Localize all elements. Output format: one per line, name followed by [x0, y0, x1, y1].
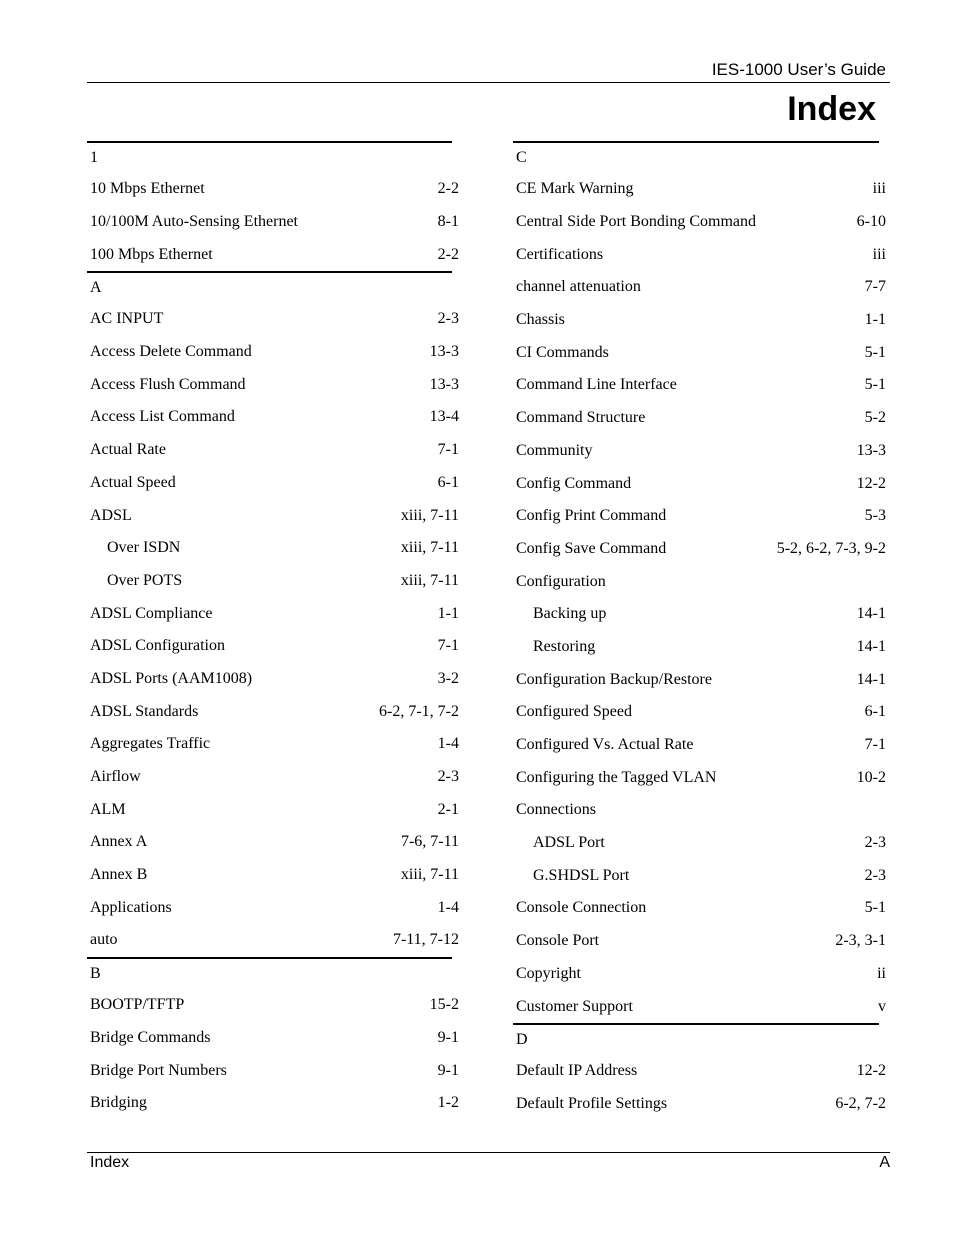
index-entry — [513, 369, 886, 402]
index-entry — [87, 1054, 459, 1087]
index-entry — [87, 434, 459, 467]
index-entry — [87, 303, 459, 336]
entry-pages: xiii, 7-11 — [400, 571, 459, 589]
entry-term: Chassis — [516, 311, 565, 329]
entry-pages: 12-2 — [856, 1062, 886, 1080]
entry-pages: 2-3 — [864, 834, 886, 852]
entry-term: Command Line Interface — [516, 376, 677, 394]
section-letter: B — [90, 964, 101, 982]
entry-term: Aggregates Traffic — [90, 735, 211, 753]
entry-pages: 13-3 — [429, 343, 459, 361]
index-entry — [513, 304, 886, 337]
index-column-left — [87, 141, 459, 1120]
entry-term: Configuration — [516, 572, 606, 590]
entry-pages: 14-1 — [856, 605, 886, 623]
entry-pages: 14-1 — [856, 637, 886, 655]
guide-title: IES-1000 User’s Guide — [711, 60, 886, 79]
entry-term: Config Print Command — [516, 507, 667, 525]
entry-term: Airflow — [90, 768, 141, 786]
entry-pages: 13-3 — [429, 375, 459, 393]
entry-pages: xiii, 7-11 — [400, 866, 459, 884]
entry-term: Access Delete Command — [90, 343, 252, 361]
entry-pages: 5-3 — [864, 507, 886, 525]
entry-term: Default Profile Settings — [516, 1094, 668, 1112]
entry-pages: 8-1 — [437, 213, 459, 231]
index-entry — [513, 925, 886, 958]
entry-term: Default IP Address — [516, 1062, 638, 1080]
entry-term: G.SHDSL Port — [533, 866, 630, 884]
entry-pages: 9-1 — [437, 1028, 459, 1046]
entry-pages: 5-1 — [864, 343, 886, 361]
entry-term: CI Commands — [516, 343, 609, 361]
entry-pages: 7-11, 7-12 — [392, 931, 459, 949]
index-entry — [87, 663, 459, 696]
entry-term: ALM — [90, 800, 126, 818]
entry-term: Over ISDN — [107, 539, 181, 557]
entry-term: Configuration Backup/Restore — [516, 670, 712, 688]
index-entry — [87, 336, 459, 369]
index-entry — [87, 597, 459, 630]
entry-term: Config Command — [516, 474, 632, 492]
footer-rule — [87, 1152, 890, 1153]
entry-term: 10 Mbps Ethernet — [90, 180, 205, 198]
index-subentry — [87, 532, 459, 565]
page-title: Index — [787, 90, 876, 128]
index-entry — [87, 826, 459, 859]
index-entry — [87, 1022, 459, 1055]
entry-term: Customer Support — [516, 997, 633, 1015]
index-entry — [87, 499, 459, 532]
index-section — [87, 271, 459, 957]
entry-pages: 7-1 — [864, 736, 886, 754]
entry-pages: v — [878, 997, 886, 1015]
entry-pages: 2-3 — [864, 866, 886, 884]
index-entry — [87, 1087, 459, 1120]
entry-pages: 2-3 — [437, 768, 459, 786]
index-entry — [513, 336, 886, 369]
index-subentry — [513, 827, 886, 860]
entry-term: BOOTP/TFTP — [90, 996, 185, 1014]
entry-term: Connections — [516, 801, 596, 819]
entry-pages: 7-7 — [864, 278, 886, 296]
entry-term: auto — [90, 931, 118, 949]
entry-term: ADSL Port — [533, 834, 605, 852]
entry-pages: ii — [877, 964, 886, 982]
index-subentry — [513, 631, 886, 664]
entry-pages: 14-1 — [856, 670, 886, 688]
entry-pages: 2-2 — [437, 180, 459, 198]
entry-term: Bridge Commands — [90, 1028, 211, 1046]
index-entry — [513, 729, 886, 762]
entry-pages: 6-1 — [437, 473, 459, 491]
entry-pages: 1-4 — [437, 898, 459, 916]
entry-term: ADSL Configuration — [90, 637, 225, 655]
entry-pages: 1-4 — [437, 735, 459, 753]
entry-term: Console Connection — [516, 899, 647, 917]
index-entry — [513, 794, 886, 827]
section-letter: C — [516, 149, 527, 166]
index-entry — [513, 565, 886, 598]
index-column-right — [513, 141, 886, 1120]
index-section — [513, 1023, 886, 1120]
entry-term: ADSL Ports (AAM1008) — [90, 669, 253, 687]
section-letter: A — [90, 279, 102, 297]
entry-pages: 6-10 — [856, 213, 886, 231]
entry-term: Backing up — [533, 605, 607, 623]
entry-pages: 15-2 — [429, 996, 459, 1014]
index-entry — [513, 990, 886, 1023]
entry-term: Over POTS — [107, 571, 183, 589]
index-section — [87, 141, 459, 271]
entry-term: 10/100M Auto-Sensing Ethernet — [90, 213, 298, 231]
entry-term: Configured Vs. Actual Rate — [516, 736, 694, 754]
entry-pages: 1-1 — [864, 311, 886, 329]
index-subentry — [513, 859, 886, 892]
entry-term: Bridging — [90, 1094, 147, 1112]
index-entry — [513, 696, 886, 729]
index-entry — [87, 630, 459, 663]
entry-term: channel attenuation — [516, 278, 641, 296]
index-subentry — [87, 565, 459, 598]
index-entry — [87, 728, 459, 761]
entry-term: Annex A — [90, 833, 148, 851]
entry-term: Community — [516, 441, 593, 459]
index-entry — [513, 958, 886, 991]
entry-pages: 5-2, 6-2, 7-3, 9-2 — [776, 539, 886, 557]
index-section — [87, 957, 459, 1120]
index-entry — [513, 173, 886, 206]
entry-term: Applications — [90, 898, 172, 916]
entry-term: ADSL Standards — [90, 702, 199, 720]
entry-term: Actual Speed — [90, 473, 176, 491]
entry-term: Bridge Port Numbers — [90, 1061, 227, 1079]
entry-term: Restoring — [533, 637, 596, 655]
entry-pages: 2-3 — [437, 310, 459, 328]
entry-pages: 1-1 — [437, 604, 459, 622]
entry-pages: 9-1 — [437, 1061, 459, 1079]
index-entry — [513, 663, 886, 696]
index-entry — [87, 238, 459, 271]
entry-term: Access Flush Command — [90, 375, 246, 393]
index-entry — [513, 238, 886, 271]
entry-term: 100 Mbps Ethernet — [90, 245, 213, 263]
entry-pages: 13-4 — [429, 408, 459, 426]
entry-term: ADSL Compliance — [90, 604, 213, 622]
index-section — [513, 141, 886, 1023]
entry-term: CE Mark Warning — [516, 180, 634, 198]
entry-term: Configured Speed — [516, 703, 632, 721]
index-entry — [87, 793, 459, 826]
entry-pages: 7-1 — [437, 441, 459, 459]
index-entry — [87, 695, 459, 728]
entry-term: Access List Command — [90, 408, 235, 426]
entry-pages: 2-3, 3-1 — [835, 932, 886, 950]
index-entry — [513, 761, 886, 794]
index-entry — [87, 401, 459, 434]
index-entry — [87, 467, 459, 500]
entry-pages: 6-1 — [864, 703, 886, 721]
index-entry — [513, 435, 886, 468]
entry-pages: 10-2 — [856, 768, 886, 786]
index-entry — [87, 859, 459, 892]
index-entry — [513, 1055, 886, 1088]
index-entry — [87, 891, 459, 924]
footer-page-number: A — [879, 1154, 890, 1171]
entry-pages: 3-2 — [437, 669, 459, 687]
index-entry — [513, 1088, 886, 1121]
entry-pages: 7-6, 7-11 — [400, 833, 459, 851]
index-entry — [87, 924, 459, 957]
index-subentry — [513, 598, 886, 631]
index-entry — [513, 467, 886, 500]
entry-term: Console Port — [516, 932, 600, 950]
entry-pages: 5-2 — [864, 409, 886, 427]
index-entry — [87, 206, 459, 239]
entry-term: Annex B — [90, 866, 148, 884]
index-entry — [87, 173, 459, 206]
section-letter: D — [516, 1030, 528, 1048]
entry-pages: iii — [872, 245, 886, 263]
index-entry — [513, 500, 886, 533]
index-entry — [513, 402, 886, 435]
index-entry — [513, 206, 886, 239]
entry-pages: iii — [872, 180, 886, 198]
entry-term: Config Save Command — [516, 539, 667, 557]
entry-pages: 2-1 — [437, 800, 459, 818]
header-rule — [87, 82, 890, 83]
entry-pages: 6-2, 7-1, 7-2 — [379, 702, 459, 720]
entry-term: Command Structure — [516, 409, 646, 427]
entry-term: AC INPUT — [90, 310, 164, 328]
entry-pages: 5-1 — [864, 376, 886, 394]
entry-term: Configuring the Tagged VLAN — [516, 768, 717, 786]
entry-term: Central Side Port Bonding Command — [516, 213, 756, 231]
entry-pages: 2-2 — [437, 245, 459, 263]
entry-pages: 12-2 — [856, 474, 886, 492]
section-letter: 1 — [90, 149, 98, 166]
index-entry — [87, 989, 459, 1022]
entry-term: Copyright — [516, 964, 581, 982]
entry-term: Certifications — [516, 245, 604, 263]
entry-pages: xiii, 7-11 — [400, 506, 459, 524]
index-entry — [87, 761, 459, 794]
footer-section-name: Index — [90, 1154, 130, 1171]
index-entry — [513, 533, 886, 566]
entry-pages: 7-1 — [437, 637, 459, 655]
entry-pages: xiii, 7-11 — [400, 539, 459, 557]
entry-term: ADSL — [90, 506, 132, 524]
index-entry — [513, 892, 886, 925]
entry-pages: 6-2, 7-2 — [835, 1094, 886, 1112]
entry-pages: 13-3 — [856, 441, 886, 459]
entry-pages: 5-1 — [864, 899, 886, 917]
entry-pages: 1-2 — [437, 1094, 459, 1112]
index-entry — [87, 368, 459, 401]
index-entry — [513, 271, 886, 304]
entry-term: Actual Rate — [90, 441, 166, 459]
